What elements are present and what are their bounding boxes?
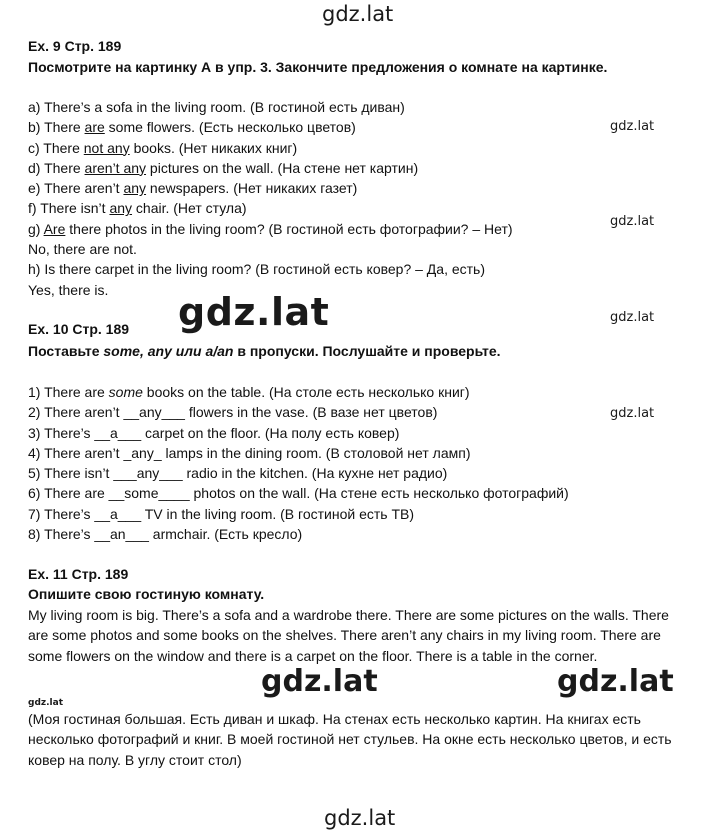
ex9-line-b <box>28 117 513 137</box>
ex9-line-c <box>28 138 513 158</box>
text: a) There <box>28 99 81 115</box>
text: f) There isn’t <box>28 200 110 217</box>
ex11-title: Ex. 11 Стр. 189 <box>28 566 129 582</box>
text: в пропуски. Послушайте и проверьте. <box>233 343 501 359</box>
text: newspapers. (Нет никаких газет) <box>146 180 358 197</box>
underlined-answer: aren’t any <box>84 159 147 176</box>
text: a sofa in the living room. (В гостиной есть диван) <box>90 99 405 115</box>
ex10-line-5: 5) There isn’t ___any___ radio in the kitchen. (На кухне нет радио) <box>28 465 448 482</box>
watermark-mid-2: gdz.lat <box>553 664 678 699</box>
ex9-instruction: Посмотрите на картинку А в упр. 3. Закончите предложения о комнате на картинке. <box>28 59 608 75</box>
watermark-side-2: gdz.lat <box>610 214 655 229</box>
text: d) There <box>28 159 85 176</box>
ex11-russian-text: (Моя гостиная большая. Есть диван и шкаф. На стенах есть несколько картин. На книгах есть несколько фотографий и книг. В моей гостиной нет стульев. На окне есть несколько цветов, и есть ковер на полу. В углу стоит стол) <box>28 711 672 768</box>
underlined-answer: not any <box>83 139 130 156</box>
underlined-answer: any <box>123 180 147 197</box>
text: ’s <box>80 99 91 115</box>
ex9-line-f <box>28 198 513 218</box>
ex9-line-e <box>28 178 513 198</box>
ex9-line-a <box>28 97 513 117</box>
watermark-top: gdz.lat <box>322 2 394 26</box>
text: g) <box>28 220 44 237</box>
ex10-line-8: 8) There’s __an___ armchair. (Есть кресло) <box>28 526 303 543</box>
text: chair. (Нет стула) <box>132 200 247 217</box>
ex11-instruction: Опишите свою гостиную комнату. <box>28 586 265 602</box>
ex10-line-4: 4) There aren’t _any_ lamps in the dining room. (В столовой нет ламп) <box>28 444 471 461</box>
text: pictures on the wall. (На стене нет картин) <box>146 159 419 176</box>
ex10-answers <box>28 382 569 544</box>
text: c) There <box>28 139 84 156</box>
ex9-line-g-answer: No, there are not. <box>28 241 137 258</box>
watermark-side-4: gdz.lat <box>610 406 655 421</box>
ex9-line-h-answer: Yes, there is. <box>28 281 109 298</box>
watermark-side-3: gdz.lat <box>610 310 655 325</box>
ex10-title: Ex. 10 Стр. 189 <box>28 321 130 337</box>
text: books on the table. (На столе есть несколько книг) <box>142 384 470 400</box>
ex10-line-3: 3) There’s __a___ carpet on the floor. (На полу есть ковер) <box>28 424 400 441</box>
watermark-side-1: gdz.lat <box>610 119 655 134</box>
underlined-answer: Are <box>43 220 66 237</box>
text: some flowers. (Есть несколько цветов) <box>104 119 356 136</box>
text: some <box>108 384 143 400</box>
ex10-instruction <box>28 343 501 359</box>
ex11-english-text: My living room is big. There’s a sofa and a wardrobe there. There are some pictures on the walls. There are some photos and some books on the shelves. There aren’t any chairs in my living room. There are some flowers on the window and there is a carpet on the floor. There is a table in the corner. <box>28 607 669 664</box>
watermark-bottom: gdz.lat <box>324 806 396 830</box>
ex10-line-7: 7) There’s __a___ TV in the living room. (В гостиной есть ТВ) <box>28 505 415 522</box>
watermark-tiny: gdz.lat <box>28 698 64 708</box>
watermark-mid-1: gdz.lat <box>257 664 382 699</box>
ex9-line-h: h) Is there carpet in the living room? (В гостиной есть ковер? – Да, есть) <box>28 261 486 278</box>
ex10-line-2: 2) There aren’t __any___ flowers in the vase. (В вазе нет цветов) <box>28 404 438 421</box>
ex9-title: Ex. 9 Стр. 189 <box>28 38 122 54</box>
text: b) There <box>28 119 85 136</box>
ex9-line-d <box>28 158 513 178</box>
watermark-big: gdz.lat <box>178 290 330 334</box>
underlined-answer: are <box>84 119 105 136</box>
ex10-line-6: 6) There are __some____ photos on the wall. (На стене есть несколько фотографий) <box>28 485 569 502</box>
text: 1) There are <box>28 384 109 400</box>
text: some, any или a/an <box>103 343 234 359</box>
text: Поставьте <box>28 343 104 359</box>
ex10-line-1 <box>28 382 569 402</box>
text: there photos in the living room? (В гостиной есть фотографии? – Нет) <box>65 220 513 237</box>
ex9-line-g <box>28 219 513 239</box>
text: books. (Нет никаких книг) <box>129 139 298 156</box>
ex9-answers <box>28 97 513 300</box>
text: e) There aren’t <box>28 180 124 197</box>
underlined-answer: any <box>109 200 133 217</box>
